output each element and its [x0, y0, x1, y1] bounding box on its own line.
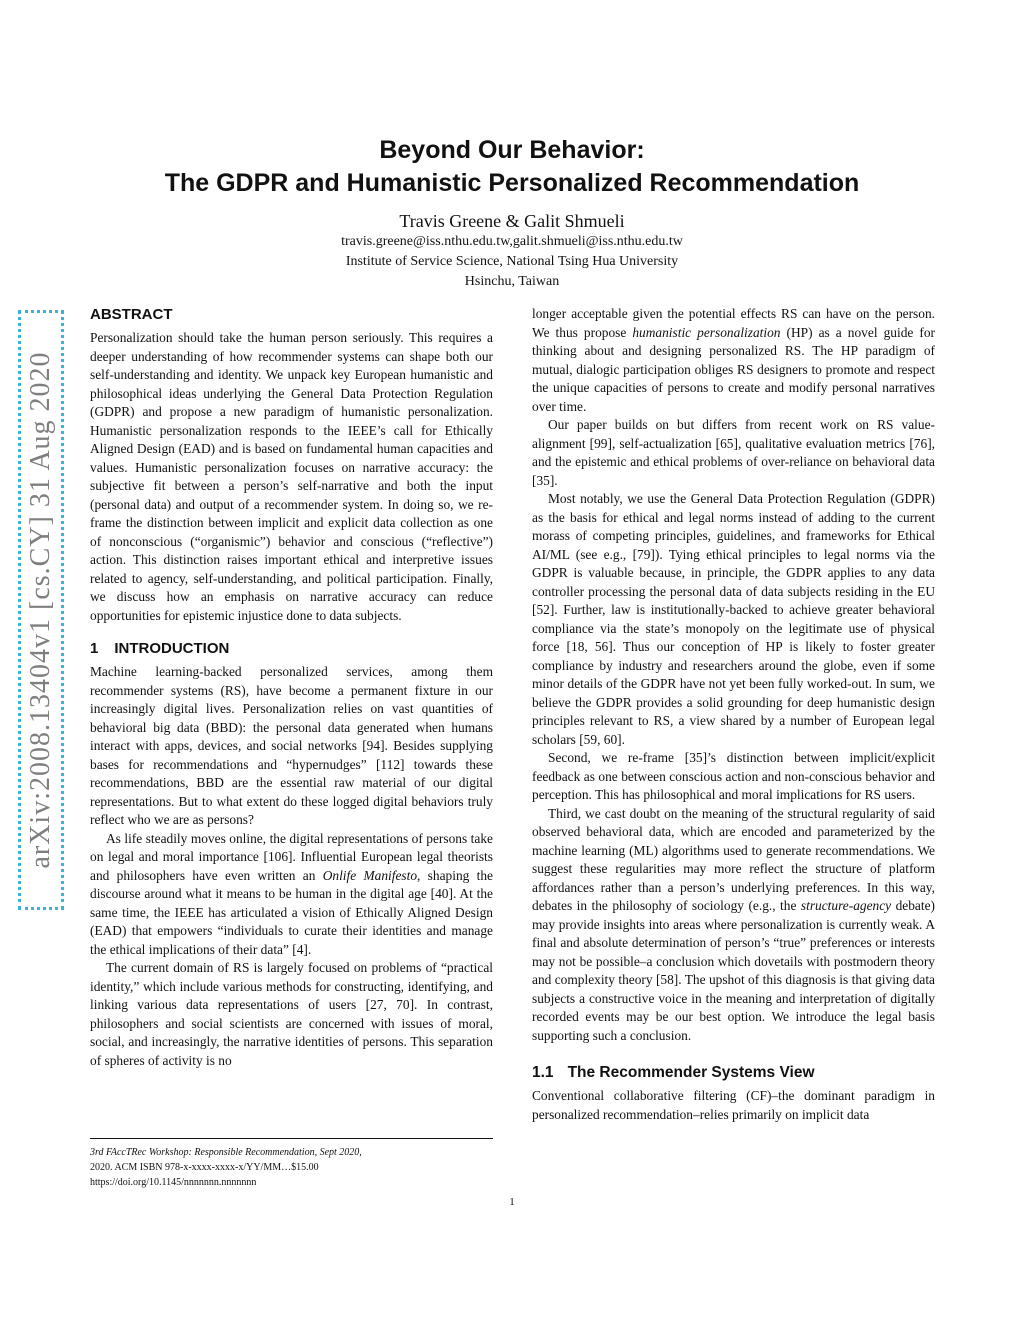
author-emails: travis.greene@iss.nthu.edu.tw,galit.shmueli@iss.nthu.edu.tw — [341, 234, 683, 249]
left-column — [90, 305, 493, 1070]
intro-paragraph-3: The current domain of RS is largely focused on problems of “practical identity,” which include various methods for constructing, identifying, and linking various data representations of users [27, 70]. In contrast, philosophers and social scientists are concerned with issues of moral, social, and increasingly, the narrative identities of persons. This separation of spheres of activity is no — [90, 960, 493, 1068]
intro-p2-b: , shaping the discourse around what it means to be human in the digital age [40]. At the same time, the IEEE has articulated a vision of Ethically Aligned Design (EAD) that empowers “individuals to curate their identities and manage the ethical implications of their data” [4]. — [90, 867, 493, 957]
intro-heading — [90, 639, 493, 659]
intro-p2-em: Onlife Manifesto — [322, 867, 418, 883]
right-paragraph-3: Most notably, we use the General Data Protection Regulation (GDPR) as the basis for ethical and legal norms instead of adding to the current morass of competing principles, guidelines, and frameworks for Ethical AI/ML (see e.g., [79]). Tying ethical principles to legal norms via the GDPR is valuable because, in principle, the GDPR applies to any data controller processing the personal data of data subjects residing in the EU [52]. Further, law is institutionally-backed to achieve greater behavioral compliance via the state’s monopoly on the legitimate use of physical force [18, 56]. Thus our conception of HP is likely to foster greater compliance by industry and researchers around the globe, even if some minor details of the GDPR have not yet been fully worked-out. In sum, we believe the GDPR provides a solid grounding for deep humanistic design principles relevant to RS, a view shared by a number of European legal scholars [59, 60]. — [532, 491, 935, 747]
title-block — [0, 134, 1024, 292]
page-number: 1 — [509, 1196, 515, 1208]
arxiv-id: arXiv:2008.13404v1 [cs.CY] 31 Aug 2020 — [25, 351, 56, 869]
right-p1-a: longer acceptable given the potential effects RS can have on the person. We thus propose — [532, 306, 935, 340]
abstract-text: Personalization should take the human person seriously. This requires a deeper understanding of how recommender systems can shape both our self-understanding and identity. We unpack key European humanistic and philosophical ideas underlying the General Data Protection Regulation (GDPR) and propose a new paradigm of humanistic personalization. Humanistic personalization responds to the IEEE’s call for Ethically Aligned Design (EAD) and is based on fundamental human capacities and values. Humanistic personalization focuses on narrative accuracy: the subjective fit between a person’s self-narrative and both the input (personal data) and output of a recommender system. In doing so, we re-frame the distinction between implicit and explicit data collection as one of nonconscious (“organismic”) behavior and conscious (“reflective”) action. This distinction raises important ethical and interpretive issues related to agency, self-understanding, and political participation. Finally, we discuss how an emphasis on narrative accuracy can reduce opportunities for epistemic injustice done to data subjects. — [90, 330, 493, 623]
footnote-line-2: 2020. ACM ISBN 978-x-xxxx-xxxx-x/YY/MM…$15.00 — [90, 1162, 319, 1173]
subsection-heading — [532, 1063, 935, 1083]
abstract-heading: ABSTRACT — [90, 306, 173, 323]
intro-paragraph-2 — [90, 830, 493, 960]
right-paragraph-2: Our paper builds on but differs from recent work on RS value-alignment [99], self-actualization [65], qualitative evaluation metrics [76], and the epistemic and ethical problems of over-reliance on behavioral data [35]. — [532, 417, 935, 488]
title-line-1: Beyond Our Behavior: — [379, 136, 645, 164]
right-paragraph-4: Second, we re-frame [35]’s distinction between implicit/explicit feedback as one between conscious action and non-conscious behavior and perception. This has philosophical and moral implications for RS users. — [532, 750, 935, 802]
intro-p2-a: As life steadily moves online, the digital representations of persons take on legal and moral importance [106]. Influential European legal theorists and philosophers have even written an — [90, 830, 493, 883]
right-column — [532, 305, 935, 1124]
right-p5-em: structure-agency — [800, 898, 892, 913]
right-p1-b: (HP) as a novel guide for thinking about and designing personalized RS. The HP paradigm of mutual, dialogic participation obliges RS designers to promote and respect the unique capacities of persons to create and modify personal narratives over time. — [532, 324, 935, 414]
title-line-2: The GDPR and Humanistic Personalized Recommendation — [164, 169, 860, 197]
right-p5-b: debate) may provide insights into areas where personalization is currently weak. A final and absolute determination of person’s “true” preferences or interests may not be possible–a conclusion which dovetails with postmodern theory and complexity theory [58]. The upshot of this diagnosis is that giving data subjects a constructive voice in the meaning and interpretation of digitally recorded events may be our best option. We introduce the legal basis supporting such a conclusion. — [532, 898, 935, 1043]
subsection-number: 1.1 — [532, 1064, 554, 1081]
subsection-title: The Recommender Systems View — [567, 1064, 815, 1081]
footnote-rule — [90, 1138, 493, 1139]
footnote-doi-link[interactable]: https://doi.org/10.1145/nnnnnnn.nnnnnnn — [90, 1177, 257, 1188]
footnote-line-1 — [90, 1145, 493, 1160]
right-p5-a: Third, we cast doubt on the meaning of the structural regularity of said observed behavioral data, which are encoded and parameterized by the machine learning (ML) algorithms used to generate recommendations. We suggest these regularities may more reflect the structure of platform affordances rather than a person’s underlying preferences. In this way, debates in the philosophy of sociology (e.g., the — [532, 805, 935, 913]
footnote-venue: 3rd FAccTRec Workshop: Responsible Recommendation, Sept 2020, — [90, 1147, 362, 1158]
intro-paragraph-1: Machine learning-backed personalized services, among them recommender systems (RS), have become a permanent fixture in our increasingly digital lives. Personalization relies on vast quantities of behavioral big data (BBD): the personal data generated when humans interact with apps, devices, and social networks [94]. Besides supplying bases for recommendations and “hypernudges” [112] towards these recommendations, BBD are the essential raw material of our digital representations. But to what extent do these logged digital behaviors truly reflect who we are as persons? — [90, 664, 493, 827]
right-paragraph-5 — [532, 805, 935, 1046]
intro-number: 1 — [90, 640, 99, 657]
arxiv-stamp — [18, 310, 64, 910]
intro-title: INTRODUCTION — [114, 640, 230, 657]
right-paragraph-6: Conventional collaborative filtering (CF)–the dominant paradigm in personalized recommendation–relies primarily on implicit data — [532, 1088, 935, 1122]
right-p1-em: humanistic personalization — [632, 324, 781, 340]
footnote — [90, 1138, 493, 1190]
right-paragraph-1 — [532, 305, 935, 416]
location: Hsinchu, Taiwan — [464, 274, 560, 289]
affiliation: Institute of Service Science, National Tsing Hua University — [345, 254, 679, 269]
authors: Travis Greene & Galit Shmueli — [399, 211, 625, 231]
